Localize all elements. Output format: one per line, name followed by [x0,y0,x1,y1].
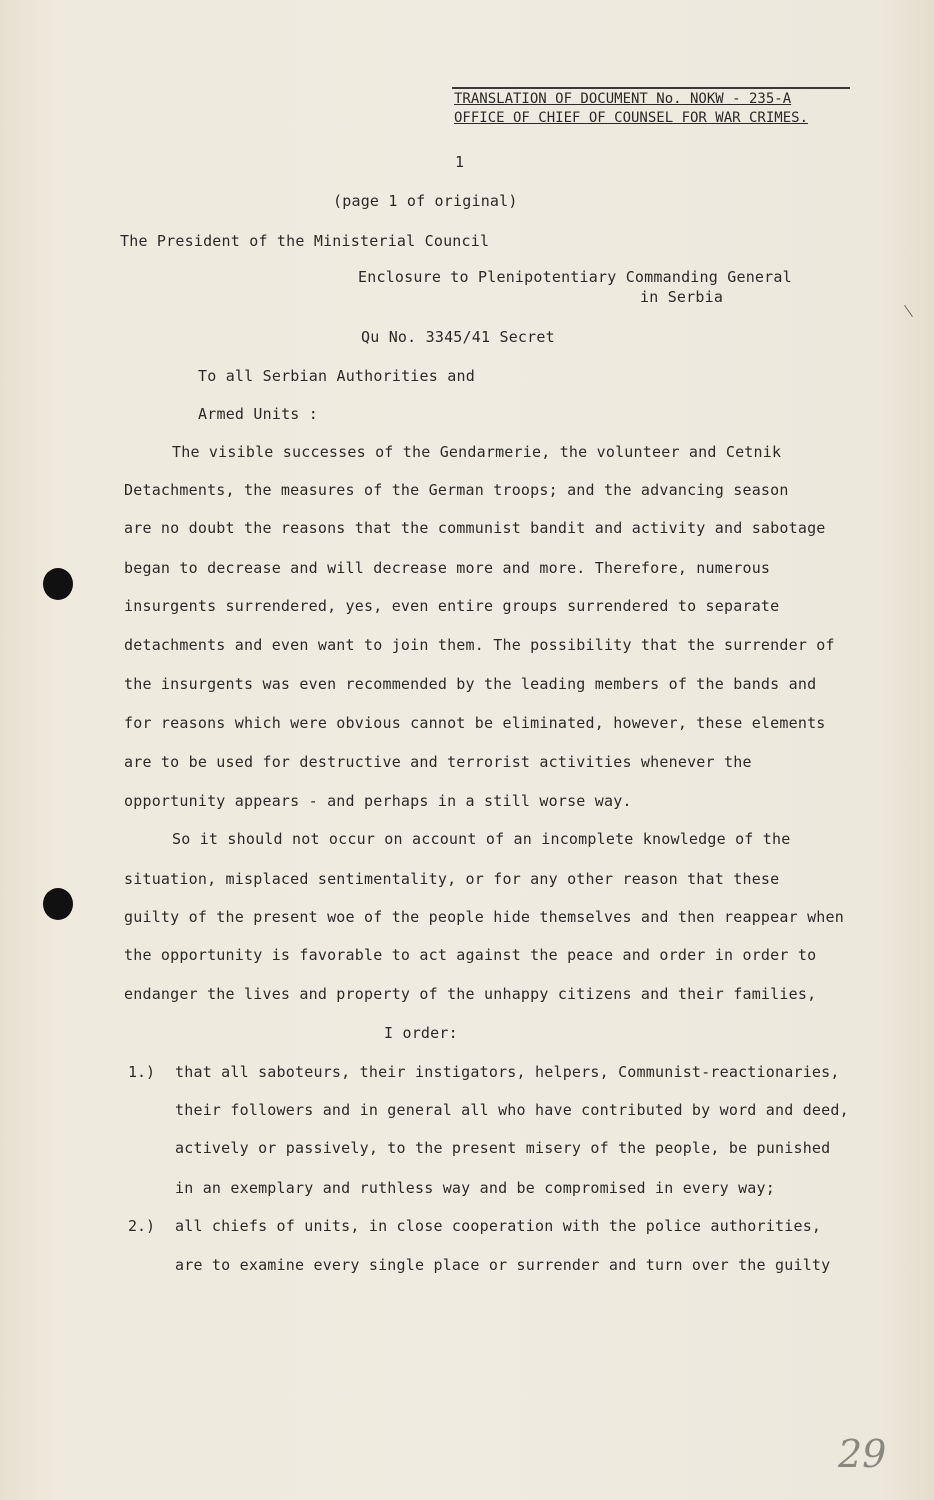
paragraph2-line: the opportunity is favorable to act against the peace and order in order to [124,946,817,964]
paragraph1-line: for reasons which were obvious cannot be eliminated, however, these elements [124,714,826,732]
order-heading: I order: [384,1024,458,1042]
paragraph1-line: opportunity appears - and perhaps in a still worse way. [124,792,632,810]
header-office-line: OFFICE OF CHIEF OF COUNSEL FOR WAR CRIMES. [454,110,809,126]
order-number: 2.) [128,1217,156,1235]
reference-line: Qu No. 3345/41 Secret [361,328,555,346]
order-number: 1.) [128,1063,156,1081]
header-translation-line: TRANSLATION OF DOCUMENT No. NOKW - 235-A [454,91,792,107]
sender-line: The President of the Ministerial Council [120,232,490,250]
original-page-note: (page 1 of original) [333,192,518,210]
header-rule [452,87,850,89]
handwritten-page-number: 29 [838,1432,887,1476]
enclosure-line-1: Enclosure to Plenipotentiary Commanding General [358,268,792,286]
paragraph2-line: situation, misplaced sentimentality, or for any other reason that these [124,870,780,888]
paragraph2-line: So it should not occur on account of an incomplete knowledge of the [172,830,791,848]
enclosure-line-2: in Serbia [640,288,724,306]
order-line: in an exemplary and ruthless way and be compromised in every way; [175,1179,775,1197]
addressee-line-1: To all Serbian Authorities and [198,367,475,385]
paragraph1-line: are no doubt the reasons that the communist bandit and activity and sabotage [124,519,826,537]
paragraph1-line: detachments and even want to join them. The possibility that the surrender of [124,636,835,654]
order-line: that all saboteurs, their instigators, helpers, Communist-reactionaries, [175,1063,840,1081]
page-number-top: 1 [455,153,465,171]
paragraph1-line: began to decrease and will decrease more and more. Therefore, numerous [124,559,771,577]
order-line: their followers and in general all who have contributed by word and deed, [175,1101,849,1119]
punch-hole [43,888,73,920]
paragraph1-line: The visible successes of the Gendarmerie, the volunteer and Cetnik [172,443,782,461]
paragraph2-line: guilty of the present woe of the people hide themselves and then reappear when [124,908,844,926]
punch-hole [43,568,73,600]
paragraph1-line: insurgents surrendered, yes, even entire groups surrendered to separate [124,597,780,615]
order-line: actively or passively, to the present misery of the people, be punished [175,1139,831,1157]
stray-mark [904,305,913,317]
paragraph1-line: the insurgents was even recommended by the leading members of the bands and [124,675,817,693]
paragraph1-line: Detachments, the measures of the German troops; and the advancing season [124,481,789,499]
paragraph1-line: are to be used for destructive and terrorist activities whenever the [124,753,752,771]
addressee-line-2: Armed Units : [198,405,318,423]
order-line: are to examine every single place or surrender and turn over the guilty [175,1256,831,1274]
paragraph2-line: endanger the lives and property of the unhappy citizens and their families, [124,985,817,1003]
order-line: all chiefs of units, in close cooperation with the police authorities, [175,1217,822,1235]
